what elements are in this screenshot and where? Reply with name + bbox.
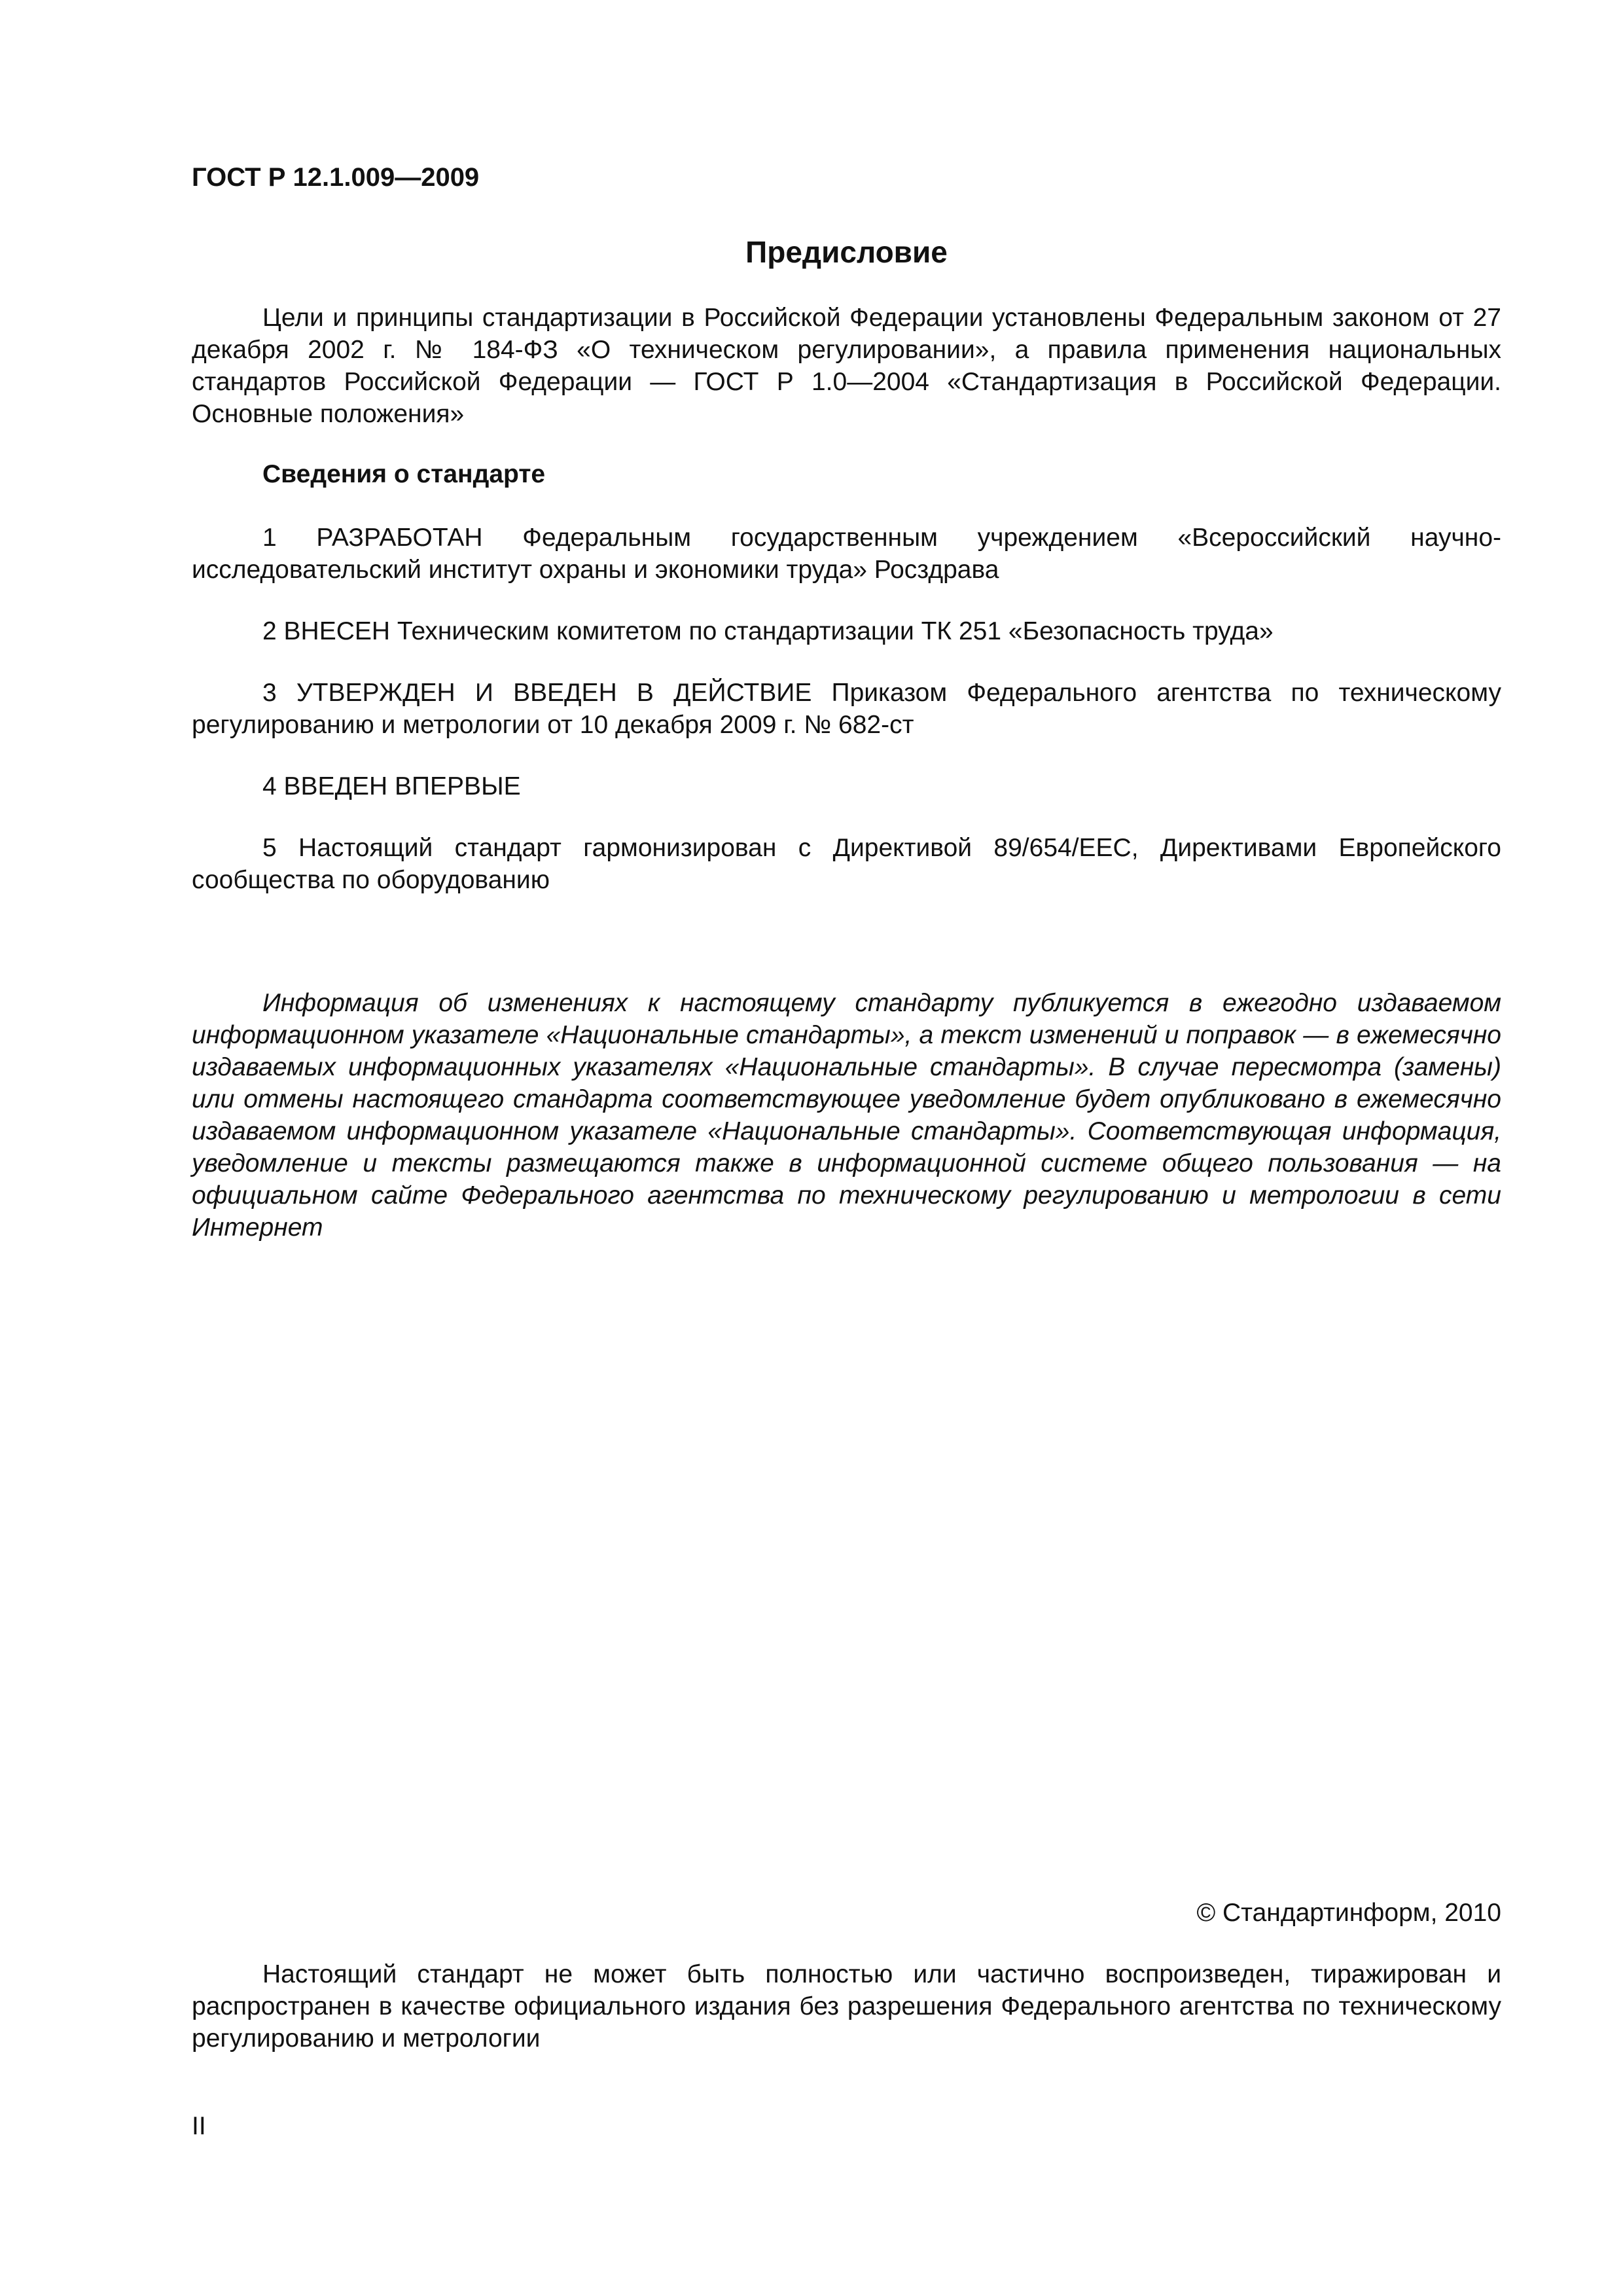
document-code-header: ГОСТ Р 12.1.009—2009: [192, 163, 480, 192]
info-item-introduced: 4 ВВЕДЕН ВПЕРВЫЕ: [262, 772, 521, 800]
amendments-notice: Информация об изменениях к настоящему стандарту публикуется в ежегодно издаваемом информационном указателе «Национальные стандарты», а текст изменений и поправок — в ежемесячно издаваемых информационных указателях «Национальные стандарты». В случае пересмотра (замены) или отмены настоящего стандарта соответствующее уведомление будет опубликовано в ежемесячно издаваемом информационном указателе «Национальные стандарты». Соответствующая информация, уведомление и тексты размещаются также в информационной системе общего пользования — на официальном сайте Федерального агентства по техническому регулированию и метрологии в сети Интернет: [192, 989, 1501, 1242]
info-item-developed: 1 РАЗРАБОТАН Федеральным государственным учреждением «Всероссийский научно-исследовательский институт охраны и экономики труда» Росздрава: [192, 524, 1501, 584]
page-title: Предисловие: [745, 235, 948, 269]
page-number: II: [192, 2112, 206, 2140]
reproduction-notice: Настоящий стандарт не может быть полностью или частично воспроизведен, тиражирован и распространен в качестве официального издания без разрешения Федерального агентства по техническому регулированию и метрологии: [192, 1960, 1501, 2053]
info-item-approved: 3 УТВЕРЖДЕН И ВВЕДЕН В ДЕЙСТВИЕ Приказом Федерального агентства по техническому регулированию и метрологии от 10 декабря 2009 г. № 682-ст: [192, 679, 1501, 739]
intro-paragraph: Цели и принципы стандартизации в Российской Федерации установлены Федеральным законом от 27 декабря 2002 г. № 184-ФЗ «О техническом регулировании», а правила применения национальных стандартов Российской Федерации — ГОСТ Р 1.0—2004 «Стандартизация в Российской Федерации. Основные положения»: [192, 304, 1501, 428]
copyright-notice: © Стандартинформ, 2010: [1196, 1899, 1501, 1927]
standard-info-heading: Сведения о стандарте: [262, 460, 546, 488]
info-item-harmonized: 5 Настоящий стандарт гармонизирован с Директивой 89/654/ЕЕС, Директивами Европейского сообщества по оборудованию: [192, 834, 1501, 894]
info-item-submitted: 2 ВНЕСЕН Техническим комитетом по стандартизации ТК 251 «Безопасность труда»: [262, 617, 1274, 645]
